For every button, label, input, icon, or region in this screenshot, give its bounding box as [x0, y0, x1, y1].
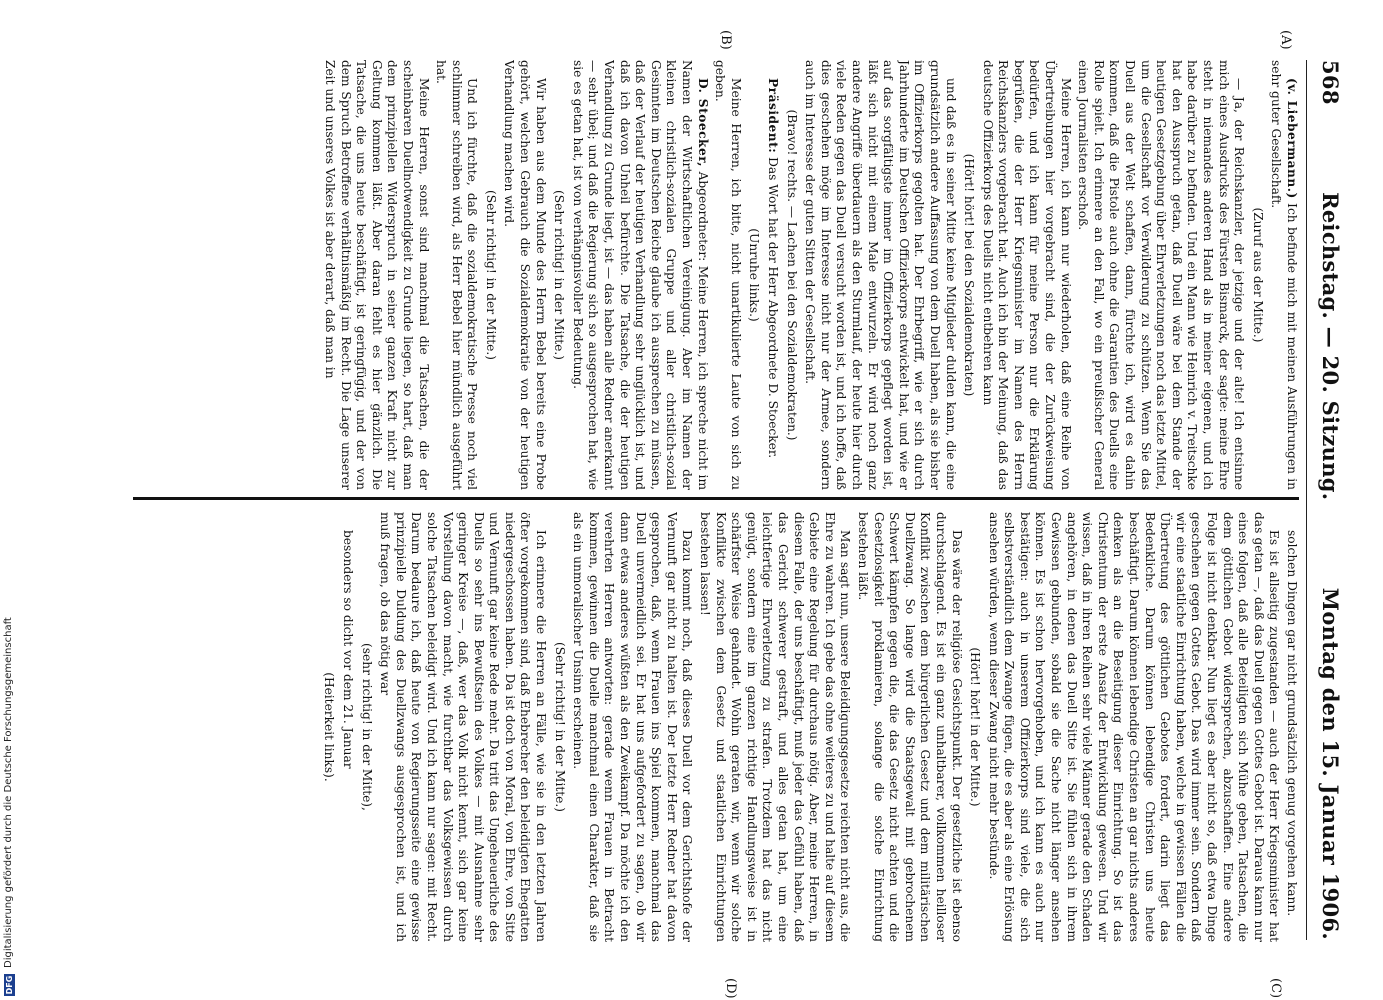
paragraph [802, 60, 958, 490]
left-text-column [133, 60, 1299, 490]
paragraph-text: Meine Herren, ich bitte, nicht unartikulierte Laute von sich zu geben. [713, 60, 743, 490]
document-page [73, 0, 1383, 1000]
header-rule [1306, 60, 1307, 940]
paragraph-text: besonders so dicht vor dem 21. Januar [340, 530, 355, 769]
paragraph-text: und daß es in seiner Mitte keine Mitglieder dulden kann, die eine grundsätzlich andere Auffassung von dem Duell haben, als sie bisher im Offizierkorps gegolten hat. Der Ehrbegriff, wie er sich durch Jahrhunderte im Deutschen Offizierkorps entwickelt hat, und wie er auf das sorgfältigste immer im Offizierkorps gepflegt worden ist, läßt sich nicht mit einem Male entwurzeln. Er wird noch ganz andere Angriffe überdauern als den Sturmlauf, der heute hier durch viele Reden gegen das Duell versucht worden ist, und ich hoffe, daß dies geschehen möge im Interesse nicht nur der Armee, sondern auch im Interesse der guten Sitten der Gesellschaft. [803, 60, 958, 490]
paragraph-text: Man sagt nun, unsere Beleidigungsgesetze reichten nicht aus, die Ehre zu wahren. Ich gebe das ohne weiteres zu und halte auf diesem Gebiete eine Regelung für durchaus nötig. Aber, meine Herren, in diesem Falle, der uns beschäftigt, muß jeder das Gefühl haben, daß das Gericht schwerer gestraft, und alles getan hat, um eine leichtfertige Ehrverletzung zu strafen. Trotzdem hat das nicht genügt, sondern eine im ganzen richtige Handlungsweise ist in schärfster Weise geahndet. Wohin geraten wir, wenn wir solche Konflikte zwischen dem Gesetz und staatlichen Einrichtungen bestehen lassen! [698, 512, 853, 942]
interjection: (Hört! hört! in der Mitte.) [968, 647, 983, 807]
paragraph [764, 60, 780, 490]
interjection: (Sehr richtig! in der Mitte.) [552, 190, 567, 360]
paragraph [339, 512, 355, 942]
paragraph [433, 60, 480, 490]
margin-marker-b: (B) [718, 30, 733, 50]
paragraph [979, 60, 1073, 490]
interjection: (sehr richtig! in der Mitte), [359, 643, 374, 811]
page-number: 568 [1318, 60, 1343, 105]
paragraph-text: Das wäre der religiöse Gesichtspunkt. Der gesetzliche ist ebenso durchschlagend. Es ist ein ganz unhaltbarer, vollkommen heilloser Konflikt zwischen dem bürgerlichen Gesetz und dem militärischen Duellzwang. So lange wird die Staatsgewalt mit gebrochenem Schwert kämpfen gegen die, die das Gesetz nicht achten und die Gesetzlosigkeit proklamieren, solange die solche Einrichtung bestehen läßt. [855, 512, 964, 942]
interjection: (Zuruf aus der Mitte.) [1250, 207, 1265, 343]
interjection: (Bravo! rechts. — Lachen bei den Sozialdemokraten.) [784, 109, 799, 441]
paragraph [321, 60, 430, 490]
paragraph-text: Meine Herren, ich kann nur wiederholen, daß eine Reihe von Übertreibungen hier vorgebracht sind, die der Zurückweisung bedürfen, und ich kann für meine Person nur die Erklärung begrüßen, die der Herr Kriegsminister im Namen des Herrn Reichskanzlers vorgebracht hat. Auch ich bin der Meinung, daß das deutsche Offizierkorps des Duells nicht entbehren kann [980, 60, 1073, 490]
speaker-name: D. Stoecker, [695, 78, 710, 168]
right-text-column [133, 512, 1299, 942]
header-session-title: Reichstag. — 20. Sitzung. [1318, 192, 1343, 501]
paragraph [377, 512, 549, 942]
interjection: (Sehr richtig! in der Mitte.) [483, 190, 498, 360]
paragraph [1283, 512, 1299, 942]
dfg-logo-icon: DFG [4, 975, 14, 995]
interjection: (Sehr richtig! in der Mitte.) [552, 642, 567, 812]
paragraph [696, 512, 852, 942]
paragraph [1268, 60, 1299, 490]
paragraph-text: — Ja, der Reichskanzler, der jetzige und der alte! Ich entsinne mich eines Ausdrucks des Fürsten Bismarck, der sagte: meine Ehre steht in niemandes anderen Hand als in meiner eigenen, und ich habe darüber zu befinden. Und ein Mann wie Heinrich v. Treitschke hat den Ausspruch getan, daß Duell wäre bei dem Stande der heutigen Gesetzgebung über Ehrverletzungen noch das letzte Mittel, um die Gesellschaft vor Verwilderung zu schützen. Wenn Sie das Duell aus der Welt schaffen, dann, fürchte ich, wird es dahin kommen, daß die Pistole auch ohne die Garantien des Duells eine Rolle spielt. Ich erinnere an den Fall, wo ein preußischer General einen Journalisten erschoß. [1076, 60, 1247, 490]
paragraph-text: Das Wort hat der Herr Abgeordnete D. Stoecker. [766, 157, 780, 459]
margin-marker-a: (A) [1278, 30, 1293, 50]
paragraph-text: Ich befinde mich mit meinen Ausführungen in sehr guter Gesellschaft. [1269, 60, 1299, 490]
credit-text: Digitalisierung gefördert durch die Deutsche Forschungsgemeinschaft [3, 617, 14, 968]
paragraph [1075, 60, 1247, 490]
paragraph [569, 60, 709, 490]
margin-marker-d: (D) [723, 978, 738, 999]
paragraph [501, 60, 548, 490]
interjection: (Hört! hört! bei den Sozialdemokraten) [962, 153, 977, 397]
speaker-name: Präsident: [766, 78, 780, 154]
paragraph-text: Und ich fürchte, daß die sozialdemokratische Presse noch viel schlimmer schreiben wird, als Herr Bebel hier mündlich ausgeführt hat. [434, 60, 480, 490]
column-divider [133, 497, 1299, 500]
header-date: Montag den 15. Januar 1906. [1318, 587, 1343, 940]
interjection: (Heiterkeit links). [322, 672, 337, 782]
paragraph-text: Meine Herren, sonst sind manchmal die Tatsachen, die der scheinbaren Duellnotwendigkeit zu Grunde liegen, so hart, daß man dem prinzipiellen Widerspruch in seiner ganzen Kraft nicht zur Geltung kommen läßt. Aber daran fehlt es hier gänzlich. Die Tatsache, die uns heute beschäftigt, ist geringfügig, und der von dem Spruch Betroffene verhältnismäßig im Recht. Die Lage unserer Zeit und unseres Volkes ist aber derart, daß man in [322, 60, 431, 490]
digitization-credit [2, 6, 18, 996]
paragraph [985, 512, 1281, 942]
interjection: (Unruhe links.) [747, 228, 762, 322]
paragraph-text: Es ist allseitig zugestanden — auch der Herr Kriegsminister hat das getan —, daß das Duell gegen Gottes Gebot ist. Daraus kann nur eines folgen, daß alle Beteiligten sich Mühe geben, Tatsachen, die dem göttlichen Gebot widersprechen, abzuschaffen. Eine andere Folge ist nicht denkbar. Nun liegt es aber nicht so, daß etwa Dinge geschehen gegen Gottes Gebot. Das wird immer sein. Sondern daß wir eine staatliche Einrichtung haben, welche in gewissen Fällen die Übertretung des göttlichen Gebotes fordert, darin liegt das Bedenkliche. Darum können lebendige Christen uns heute beschäftigt. Darum können lebendige Christen an gar nichts anderes denken als an die Beseitigung dieser Einrichtung. So ist das Christentum der erste Ansatz der Entwicklung gewesen. Und wir wissen, daß in ihren Reihen sehr viele Männer gerade den Schaden angehören, in denen das Duell Sitte ist. Sie fühlen sich in ihrem Gewissen gebunden, sobald sie die Sache nicht länger ansehen können. Es ist schon hervorgehoben, und ich kann es auch nur bestätigen: auch in unserem Offizierkorps sind viele, die sich selbstverständlich dem Zwange fügen, die es aber als eine Erlösung ansehen würden, wenn dieser Zwang nicht mehr bestünde. [986, 512, 1282, 942]
paragraph-text: Abgeordneter: Meine Herren, ich spreche nicht im Namen der Wirtschaftlichen Vereinigung. Aber im Namen der kleinen christlich-sozialen Gruppe und aller christlich-sozial Gesinnten im Deutschen Reiche glaube ich aussprechen zu müssen, daß der Verlauf der heutigen Verhandlung sehr unglücklich ist, und daß ich davon Unheil befürchte. Die Tatsache, die der heutigen Verhandlung zu Grunde liegt, ist — das haben alle Redner anerkannt — sehr übel; und daß die Regierung sich so ausgesprochen hat, wie sie es getan hat, ist von verhängnisvoller Bedeutung. [570, 60, 710, 490]
paragraph-text: solchen Dingen gar nicht grundsätzlich genug vorgehen kann. [1285, 530, 1299, 917]
paragraph [854, 512, 963, 942]
paragraph [712, 60, 743, 490]
speaker-name: (v. Liebermann.) [1285, 78, 1299, 199]
paragraph-text: Dazu kommt noch, daß dieses Duell vor dem Gerichtshofe der Vernunft gar nicht zu halten ist. Der letzte Herr Redner hat davon gesprochen, daß, wenn Frauen ins Spiel kommen, manchmal das Duell unvermeidlich sei. Er hat uns aufgefordert zu sagen, ob wir dann etwas anderes wüßten als den Zweikampf. Da möchte ich den verehrten Herren antworten: gerade wenn Frauen in Betracht kommen, gewinnen die Duelle manchmal einen Charakter, daß sie als ein unmoralischer Unsinn erscheinen. [571, 512, 695, 942]
paragraph [570, 512, 695, 942]
page-header [1315, 60, 1343, 940]
margin-marker-c: (C) [1268, 978, 1283, 999]
paragraph-text: Ich erinnere die Herren an Fälle, wie sie in den letzten Jahren öfter vorgekommen sind, daß Ehebrecher den beleidigten Ehegatten niedergeschossen haben. Da ist doch von Moral, von Ehre, von Sitte und Vernunft gar keine Rede mehr. Da tritt das Ungeheuerliche des Duells so sehr ins Bewußtsein des Volkes — mit Ausnahme sehr geringer Kreise —, daß, wer das Volk nicht kennt, sich gar keine Vorstellung davon macht, wie furchtbar das Volksgewissen durch solche Tatsachen beleidigt wird. Und ich kann nur sagen: mit Recht. Darum bedaure ich, daß heute von Regierungsseite eine gewisse prinzipielle Duldung des Duellzwangs ausgesprochen ist, und ich muß fragen, ob das nötig war [378, 512, 549, 942]
paragraph-text: Wir haben aus dem Munde des Herrn Bebel bereits eine Probe gehört, welchen Gebrauch die Sozialdemokratie von der heutigen Verhandlung machen wird. [502, 60, 548, 490]
